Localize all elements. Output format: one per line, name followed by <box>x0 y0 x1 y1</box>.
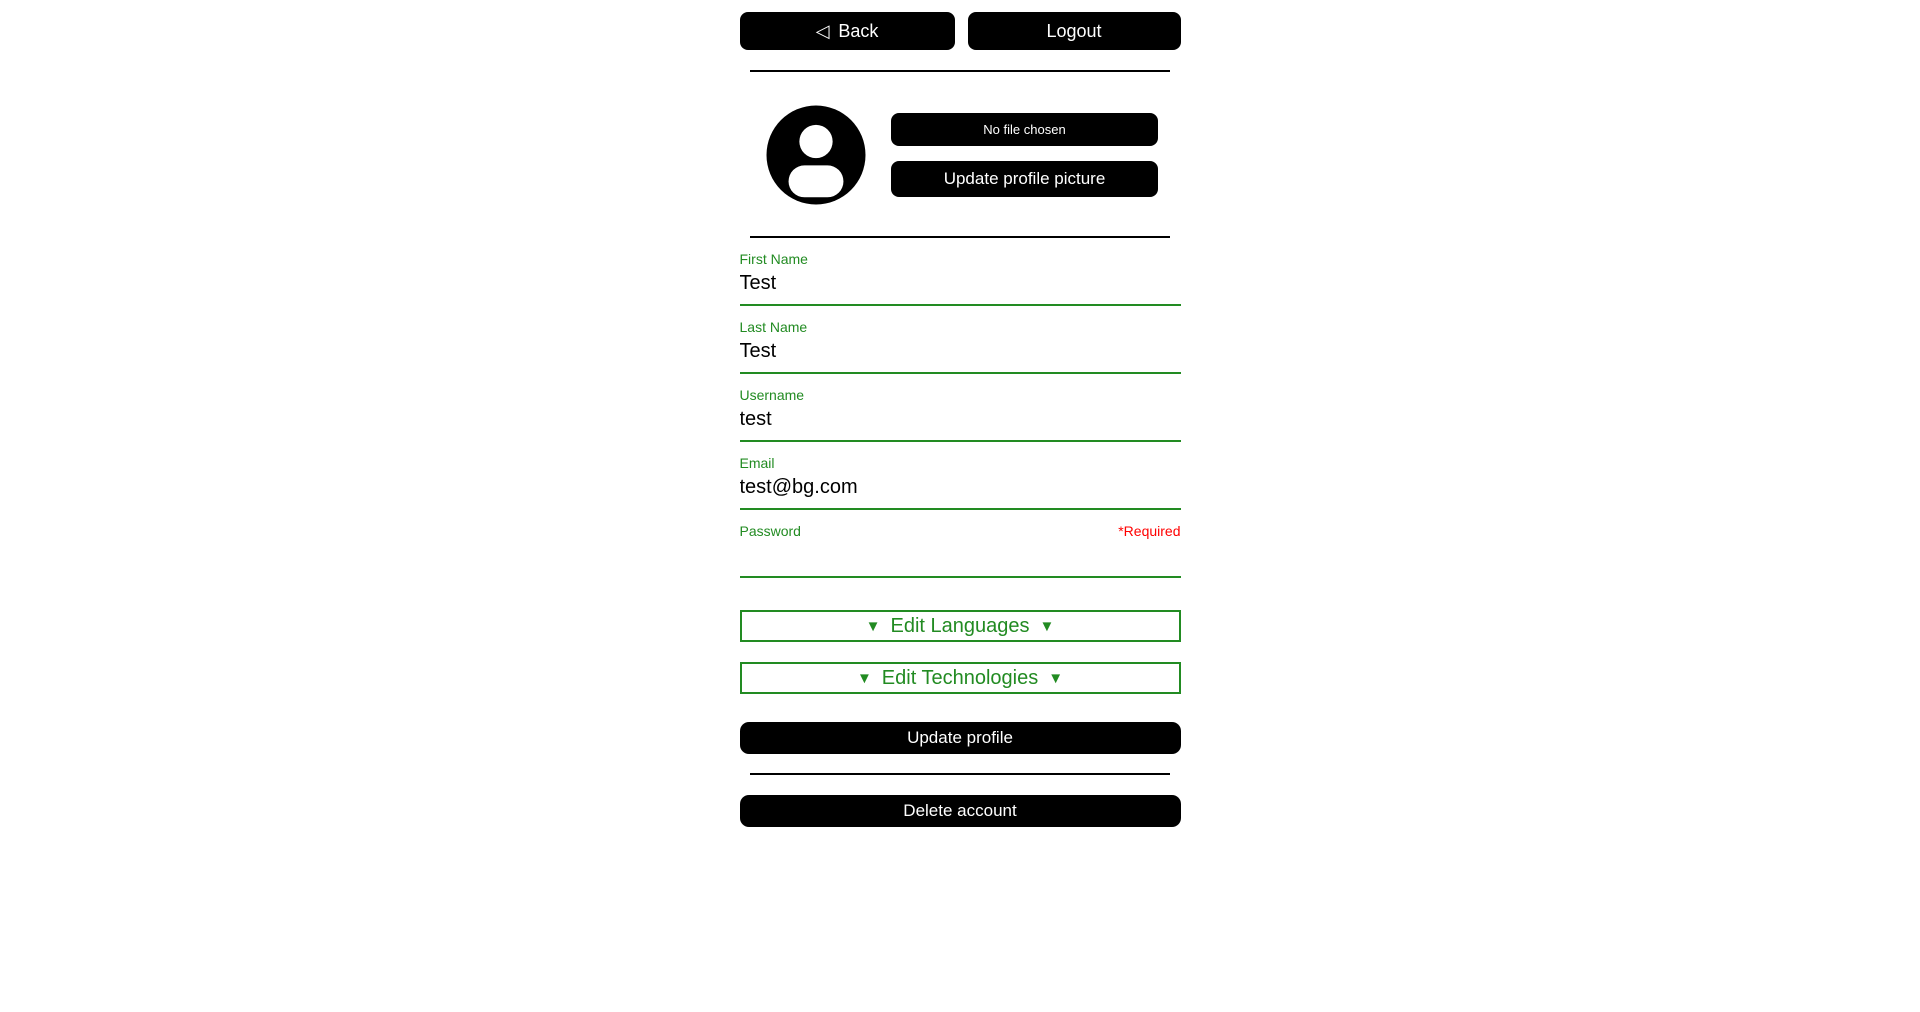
update-profile-button[interactable] <box>740 722 1181 754</box>
email-field <box>740 455 1181 510</box>
profile-picture-file-input[interactable] <box>891 113 1158 146</box>
first-name-field <box>740 251 1181 306</box>
logout-button[interactable] <box>968 12 1181 50</box>
back-button-label: Back <box>838 20 879 41</box>
last-name-label: Last Name <box>739 319 808 335</box>
delete-account-button[interactable] <box>740 795 1181 827</box>
first-name-input[interactable] <box>740 270 1181 306</box>
update-profile-picture-button[interactable] <box>891 161 1158 197</box>
back-button[interactable] <box>740 12 955 50</box>
logout-button-label: Logout <box>1046 20 1102 41</box>
update-profile-label: Update profile <box>907 728 1013 747</box>
chevron-down-icon: ▼ <box>1039 617 1055 635</box>
actions-divider <box>750 773 1170 775</box>
username-field <box>740 387 1181 442</box>
last-name-field <box>740 319 1181 374</box>
person-avatar-icon <box>762 101 870 209</box>
profile-form <box>740 251 1181 591</box>
profile-picture-section <box>762 101 1158 209</box>
username-label: Username <box>739 387 805 403</box>
chevron-down-icon: ▼ <box>1048 669 1064 687</box>
edit-languages-label: Edit Languages <box>890 614 1030 637</box>
last-name-input[interactable] <box>740 338 1181 374</box>
header-divider <box>750 70 1170 72</box>
password-field <box>740 523 1181 578</box>
delete-account-label: Delete account <box>903 801 1017 820</box>
password-label: Password <box>739 523 801 539</box>
chevron-down-icon: ▼ <box>865 617 881 635</box>
chevron-down-icon: ▼ <box>856 669 872 687</box>
file-input-status: No file chosen <box>983 122 1066 137</box>
password-input[interactable] <box>740 542 1181 578</box>
back-arrow-icon: ◁ <box>815 20 830 41</box>
username-input[interactable] <box>740 406 1181 442</box>
header <box>740 12 1181 50</box>
email-label: Email <box>739 455 775 471</box>
edit-languages-toggle[interactable] <box>740 610 1181 642</box>
edit-technologies-label: Edit Technologies <box>881 666 1039 689</box>
picture-buttons <box>891 113 1158 197</box>
first-name-label: First Name <box>739 251 808 267</box>
edit-technologies-toggle[interactable] <box>740 662 1181 694</box>
update-profile-picture-label: Update profile picture <box>943 169 1106 188</box>
email-input[interactable] <box>740 474 1181 510</box>
picture-divider <box>750 236 1170 238</box>
password-required-note: *Required <box>1118 523 1181 539</box>
